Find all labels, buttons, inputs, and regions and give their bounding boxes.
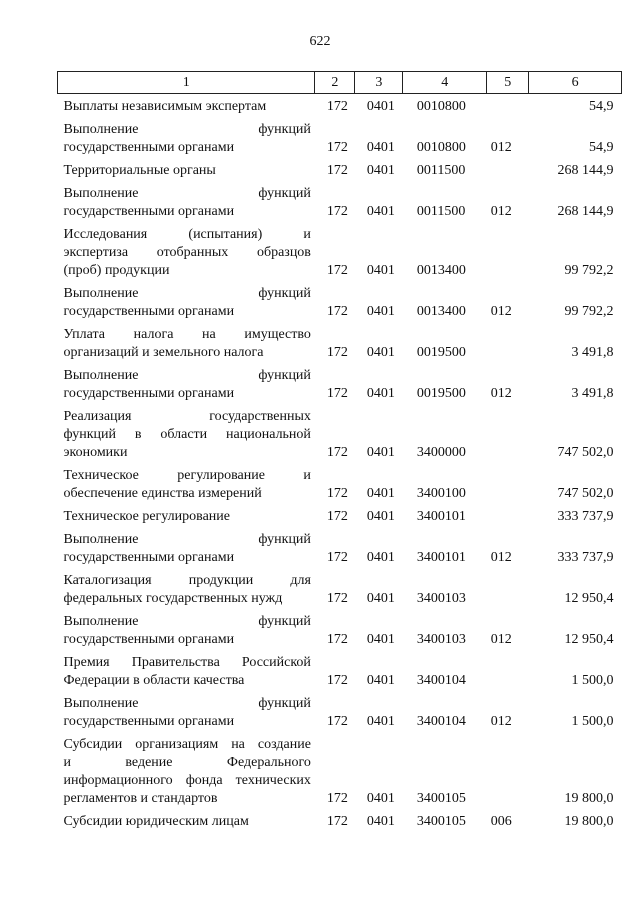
description-line: Субсидии юридическим лицам [63,814,249,829]
page-number: 622 [309,34,331,49]
row-section-code: 0401 [366,345,395,360]
table-row [58,162,622,185]
row-target-code: 3400103 [416,591,466,606]
row-description [58,813,315,836]
row-section-code: 0401 [366,550,395,565]
table-row [58,654,622,695]
row-expense-type [487,736,529,813]
row-target-code: 3400101 [416,550,466,565]
row-description [58,326,315,367]
row-amount: 19 800,0 [564,814,614,829]
description-line: государственными органами [63,304,235,319]
row-target-code: 0010800 [416,140,466,155]
row-expense-type [487,226,529,285]
table-row [58,695,622,736]
row-amount: 1 500,0 [571,673,614,688]
table-body [58,94,622,837]
row-description [58,531,315,572]
row-ministry-code: 172 [326,140,348,155]
row-description [58,94,315,122]
description-line: Выплаты независимым экспертам [63,99,267,114]
row-description [58,185,315,226]
description-line: Выполнение функций [63,532,311,547]
table-row [58,613,622,654]
row-expense-type: 012 [490,386,512,401]
row-ministry-code: 172 [326,814,348,829]
row-description [58,467,315,508]
description-line: Премия Правительства Российской [63,655,311,670]
description-line: Выполнение функций [63,696,311,711]
row-description [58,613,315,654]
row-section-code: 0401 [366,204,395,219]
row-description [58,408,315,467]
row-section-code: 0401 [366,591,395,606]
description-line: Техническое регулирование [63,509,230,524]
table-header [58,72,622,94]
table-row [58,285,622,326]
description-line: Территориальные органы [63,163,216,178]
row-expense-type: 012 [490,632,512,647]
row-amount: 268 144,9 [557,204,614,219]
description-line: организаций и земельного налога [63,345,264,360]
row-expense-type: 012 [490,550,512,565]
row-expense-type [487,572,529,613]
row-ministry-code: 172 [326,445,348,460]
row-target-code: 3400103 [416,632,466,647]
row-ministry-code: 172 [326,386,348,401]
row-target-code: 0019500 [416,386,466,401]
description-line: Выполнение функций [63,368,311,383]
description-line: экспертиза отобранных образцов [63,245,311,260]
header-col-1: 1 [58,72,315,94]
row-target-code: 0010800 [416,99,466,114]
description-line: государственными органами [63,550,235,565]
description-line: Каталогизация продукции для [63,573,311,588]
table-row [58,736,622,813]
row-description [58,572,315,613]
description-line: Выполнение функций [63,286,311,301]
description-line: государственными органами [63,386,235,401]
row-section-code: 0401 [366,263,395,278]
row-description [58,695,315,736]
row-target-code: 3400000 [416,445,466,460]
row-section-code: 0401 [366,486,395,501]
row-amount: 333 737,9 [557,509,614,524]
header-col-5: 5 [487,72,529,94]
row-target-code: 3400105 [416,814,466,829]
description-line: государственными органами [63,204,235,219]
row-amount: 747 502,0 [557,445,614,460]
table-row [58,185,622,226]
description-line: регламентов и стандартов [63,791,218,806]
table-row [58,367,622,408]
row-section-code: 0401 [366,445,395,460]
description-line: федеральных государственных нужд [63,591,283,606]
description-line: информационного фонда технических [63,773,311,788]
row-target-code: 0013400 [416,263,466,278]
description-line: государственными органами [63,140,235,155]
row-section-code: 0401 [366,304,395,319]
header-col-3: 3 [355,72,403,94]
row-section-code: 0401 [366,632,395,647]
row-expense-type: 012 [490,140,512,155]
budget-table [57,71,622,836]
description-line: Техническое регулирование и [63,468,311,483]
row-ministry-code: 172 [326,550,348,565]
row-expense-type [487,467,529,508]
row-section-code: 0401 [366,386,395,401]
row-amount: 19 800,0 [564,791,614,806]
description-line: и ведение Федерального [63,755,311,770]
row-ministry-code: 172 [326,263,348,278]
table-row [58,813,622,836]
table-row [58,531,622,572]
description-line: Исследования (испытания) и [63,227,311,242]
row-ministry-code: 172 [326,99,348,114]
row-target-code: 3400101 [416,509,466,524]
row-description [58,654,315,695]
header-col-6: 6 [529,72,622,94]
description-line: функций в области национальной [63,427,311,442]
table-row [58,226,622,285]
row-amount: 3 491,8 [571,345,614,360]
table-row [58,408,622,467]
row-ministry-code: 172 [326,204,348,219]
row-amount: 54,9 [589,99,614,114]
row-amount: 12 950,4 [564,632,614,647]
row-target-code: 3400105 [416,791,466,806]
row-target-code: 0019500 [416,345,466,360]
row-target-code: 3400104 [416,714,466,729]
row-description [58,226,315,285]
description-line: Реализация государственных [63,409,311,424]
description-line: государственными органами [63,714,235,729]
row-section-code: 0401 [366,163,395,178]
row-amount: 1 500,0 [571,714,614,729]
row-amount: 268 144,9 [557,163,614,178]
row-target-code: 3400100 [416,486,466,501]
header-col-2: 2 [315,72,355,94]
row-ministry-code: 172 [326,632,348,647]
header-col-4: 4 [403,72,487,94]
row-section-code: 0401 [366,814,395,829]
description-line: государственными органами [63,632,235,647]
row-expense-type [487,654,529,695]
table-row [58,326,622,367]
row-section-code: 0401 [366,673,395,688]
description-line: Выполнение функций [63,186,311,201]
row-amount: 99 792,2 [564,263,614,278]
row-expense-type: 006 [490,814,512,829]
row-amount: 3 491,8 [571,386,614,401]
row-section-code: 0401 [366,791,395,806]
row-ministry-code: 172 [326,591,348,606]
table-row [58,508,622,531]
description-line: Уплата налога на имущество [63,327,311,342]
row-description [58,367,315,408]
row-expense-type [487,94,529,122]
row-amount: 99 792,2 [564,304,614,319]
row-expense-type: 012 [490,204,512,219]
row-target-code: 0011500 [416,163,466,178]
table-row [58,572,622,613]
row-target-code: 3400104 [416,673,466,688]
row-ministry-code: 172 [326,345,348,360]
row-ministry-code: 172 [326,714,348,729]
row-amount: 747 502,0 [557,486,614,501]
table-row [58,94,622,122]
description-line: экономики [63,445,128,460]
row-description [58,508,315,531]
row-section-code: 0401 [366,714,395,729]
row-amount: 12 950,4 [564,591,614,606]
description-line: Федерации в области качества [63,673,245,688]
row-target-code: 0011500 [416,204,466,219]
row-expense-type: 012 [490,714,512,729]
row-ministry-code: 172 [326,509,348,524]
row-section-code: 0401 [366,99,395,114]
row-description [58,285,315,326]
row-expense-type [487,326,529,367]
row-expense-type [487,162,529,185]
description-line: Субсидии организациям на создание [63,737,311,752]
row-description [58,121,315,162]
row-description [58,736,315,813]
row-expense-type [487,408,529,467]
row-section-code: 0401 [366,509,395,524]
row-expense-type: 012 [490,304,512,319]
row-amount: 54,9 [589,140,614,155]
description-line: Выполнение функций [63,614,311,629]
row-target-code: 0013400 [416,304,466,319]
row-ministry-code: 172 [326,673,348,688]
description-line: Выполнение функций [63,122,311,137]
row-ministry-code: 172 [326,163,348,178]
table-row [58,467,622,508]
row-ministry-code: 172 [326,304,348,319]
description-line: (проб) продукции [63,263,170,278]
row-ministry-code: 172 [326,791,348,806]
row-amount: 333 737,9 [557,550,614,565]
row-expense-type [487,508,529,531]
description-line: обеспечение единства измерений [63,486,262,501]
row-section-code: 0401 [366,140,395,155]
table-row [58,121,622,162]
row-description [58,162,315,185]
row-ministry-code: 172 [326,486,348,501]
